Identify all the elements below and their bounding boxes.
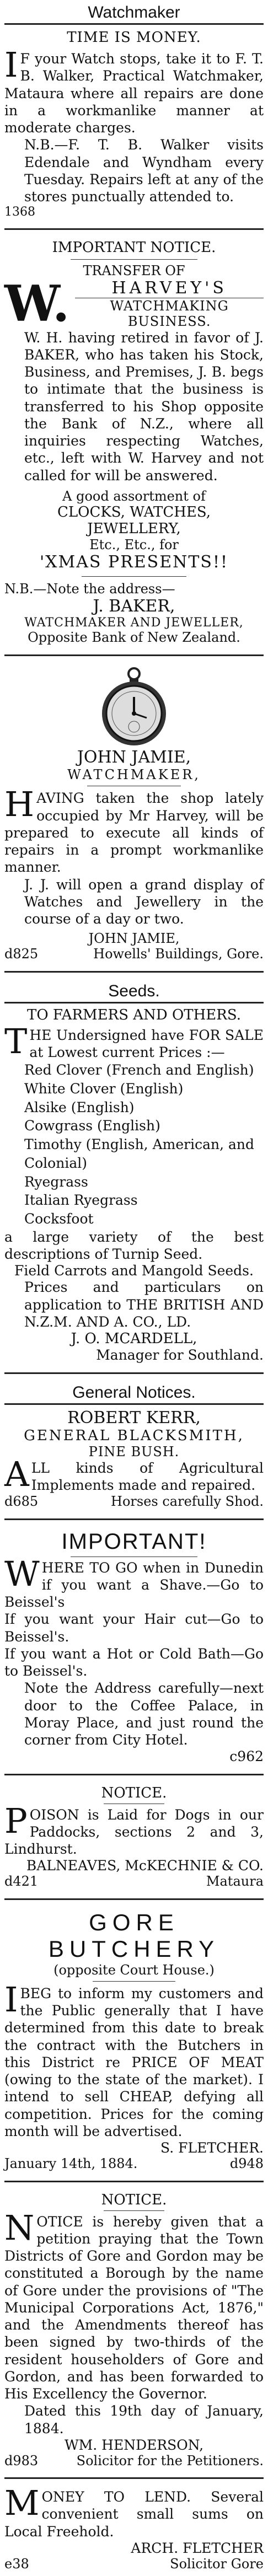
jamie-body-2: J. J. will open a grand display of Watches and Jewellery in the course of a day or two.	[24, 876, 264, 927]
watchmaker-body-text: F your Watch stops, take it to F. T. B. Walker, Practical Watchmaker, Mataura where all repairs are done in a workmanlike manner at moderate charges.	[4, 51, 264, 136]
butchery-section	[4, 1909, 264, 2171]
borough-body	[4, 2207, 264, 2403]
important-heading: IMPORTANT!	[61, 1529, 207, 1554]
pocket-watch-icon	[93, 665, 175, 748]
kerr-body-text: LL kinds of Agricultural Implements made and repaired.	[31, 1459, 264, 1493]
big-w: W.	[4, 274, 70, 333]
money-body	[4, 2483, 264, 2540]
important-body	[4, 1553, 264, 1611]
dropcap: I	[4, 1979, 18, 2020]
ad-code: d983	[4, 2452, 39, 2468]
divider	[4, 23, 264, 25]
list-item: White Clover (English)	[24, 1080, 184, 1097]
ad-code: 1368	[4, 205, 35, 219]
mcardell-role: Manager for Southland.	[96, 1347, 264, 1364]
jamie-body-text: AVING taken the shop lately occupied by Mr Harvey, will be prepared to execute all kinds of repairs in a prompt workmanlike manner.	[4, 790, 264, 876]
divider	[4, 1898, 264, 1900]
kerr-name: ROBERT KERR,	[67, 1408, 201, 1427]
divider	[4, 971, 264, 973]
poison-body	[4, 1800, 264, 1858]
money-footer-row	[4, 2556, 264, 2572]
dropcap: W	[4, 1553, 40, 1594]
kerr-footer-row	[4, 1494, 264, 1509]
dropcap: T	[4, 1021, 28, 1061]
harvey-title-side	[75, 278, 264, 329]
ad-code: d685	[4, 1494, 39, 1510]
dropcap: H	[4, 784, 35, 825]
section-heading-general: General Notices.	[72, 1383, 196, 1402]
borough-body-text: OTICE is hereby given that a petition praying that the Town Districts of Gore and Gordon may be constituted a Borough by the name of Gore under the provisions of "The Municipal Corporations Act, 1876," and the Amendments thereof has been signed by two-thirds of the resident householders of Gore and Gordon, and has been forwarded to His Excellency the Governor.	[4, 2213, 264, 2402]
jamie-section	[4, 665, 264, 962]
important-section	[4, 1530, 264, 1765]
xmas-presents: 'XMAS PRESENTS!!	[39, 552, 229, 572]
harvey-title-row	[4, 274, 264, 333]
poison-place: Mataura	[206, 1874, 264, 1890]
list-item: Cocksfoot	[24, 1211, 94, 1227]
butchery-date: January 14th, 1884.	[4, 2156, 138, 2172]
list-item: Timothy (English, American, and Colonial)	[24, 1136, 254, 1171]
seeds-variety: a large variety of the best descriptions of Turnip Seed.	[4, 1228, 264, 1263]
divider	[4, 654, 264, 656]
borough-sign: WM. HENDERSON,	[64, 2437, 204, 2453]
assortment: A good assortment of	[62, 488, 206, 504]
list-item: Alsike (English)	[24, 1099, 135, 1115]
watch-illustration-wrap	[4, 665, 264, 748]
dropcap: N	[4, 2207, 35, 2248]
seeds-prices: Prices and particulars on application to THE BRITISH AND N.Z.M. AND A. CO., LD.	[24, 1279, 264, 1330]
divider	[4, 1403, 264, 1405]
watchmaking-business: WATCHMAKING BUSINESS.	[110, 298, 229, 329]
important-line-c: If you want a Hot or Cold Bath—Go to Beissel's.	[4, 1645, 264, 1679]
list-item: Red Clover (French and English)	[24, 1062, 254, 1078]
divider	[82, 576, 186, 577]
jamie-name: JOHN JAMIE,	[77, 748, 191, 768]
harvey-section	[4, 239, 264, 645]
important-line-b: If you want your Hair cut—Go to Beissel's.	[4, 1611, 264, 1645]
list-item: Cowgrass (English)	[24, 1118, 160, 1134]
jewellery: JEWELLERY,	[87, 520, 181, 537]
butchery-heading: GORE BUTCHERY	[48, 1909, 220, 1962]
butchery-sub: (opposite Court House.)	[53, 1962, 215, 1978]
jamie-body	[4, 784, 264, 876]
dropcap: M	[4, 2483, 40, 2524]
jamie-sign: JOHN JAMIE,	[88, 931, 180, 947]
mcardell-name: J. O. MCARDELL,	[71, 1330, 197, 1348]
borough-section	[4, 2192, 264, 2468]
divider	[4, 1774, 264, 1775]
transfer-of: TRANSFER OF	[83, 262, 185, 278]
money-role: Solicitor Gore	[170, 2556, 264, 2572]
ad-code: c962	[229, 1748, 264, 1765]
borough-dated: Dated this 19th day of January, 1884.	[24, 2403, 264, 2437]
butchery-sign: S. FLETCHER.	[160, 2140, 264, 2156]
baker-title: WATCHMAKER AND JEWELLER,	[24, 615, 244, 630]
jamie-footer-row	[4, 946, 264, 962]
butchery-footer-row	[4, 2156, 264, 2171]
baker-name: J. BAKER,	[93, 596, 175, 616]
etc-for: Etc., Etc., for	[89, 536, 179, 552]
ad-code: d421	[4, 1874, 39, 1890]
to-farmers: TO FARMERS AND OTHERS.	[27, 1006, 241, 1023]
baker-address: Opposite Bank of New Zealand.	[28, 629, 240, 645]
seeds-intro-text: HE Undersigned have FOR SALE at Lowest current Prices :—	[29, 1027, 264, 1060]
kerr-body	[4, 1453, 264, 1494]
divider	[93, 1981, 175, 1982]
seeds-intro	[4, 1021, 264, 1061]
harvey-nb: N.B.—Note the address—	[4, 581, 175, 597]
poison-footer-row	[4, 1874, 264, 1889]
borough-heading: NOTICE.	[101, 2191, 167, 2208]
harveys-label: HARVEY'S	[111, 278, 227, 298]
ad-code: d948	[229, 2156, 264, 2172]
divider	[4, 228, 264, 230]
seed-list	[4, 1061, 264, 1228]
ad-code: e38	[4, 2556, 29, 2572]
dropcap: I	[4, 45, 18, 85]
divider	[71, 259, 197, 260]
clocks-watches: CLOCKS, WATCHES,	[57, 503, 211, 520]
harvey-body: W. H. having retired in favor of J. BAKER, who has taken his Stock, Business, and Premises, J. B. begs to intimate that the business is transferred to his Shop opposite the Bank of N.Z., where all inquiries respecting Watches, etc., left with W. Harvey and not called for will be answered.	[24, 329, 264, 484]
section-heading-watchmaker: Watchmaker	[88, 3, 180, 22]
watchmaker-body	[4, 45, 264, 136]
divider	[104, 2210, 164, 2211]
poison-firm: BALNEAVES, McKECHNIE & CO.	[26, 1858, 264, 1874]
divider	[4, 1372, 264, 1374]
kerr-horses: Horses carefully Shod.	[111, 1494, 264, 1510]
list-item: Italian Ryegrass	[24, 1192, 138, 1209]
section-heading-seeds: Seeds.	[108, 981, 160, 1000]
poison-heading: NOTICE.	[101, 1784, 167, 1801]
butchery-body-text: BEG to inform my customers and the Public generally that I have determined from this date to break the contract with the Butchers in this District re PRICE OF MEAT (owing to the state of the market). I intend to sell CHEAP, defying all competition. Prices for the coming month will be advertised.	[4, 1985, 264, 2139]
divider	[4, 2181, 264, 2182]
important-notice-heading: IMPORTANT NOTICE.	[52, 239, 216, 256]
divider	[4, 2477, 264, 2479]
dropcap: A	[4, 1453, 29, 1494]
poison-body-text: OISON is Laid for Dogs in our Paddocks, sections 2 and 3, Lindhurst.	[4, 1806, 264, 1858]
kerr-title: GENERAL BLACKSMITH,	[24, 1427, 244, 1444]
general-section	[4, 1383, 264, 1510]
seeds-section	[4, 982, 264, 1364]
butchery-body	[4, 1979, 264, 2140]
ad-code: d825	[4, 946, 39, 962]
field-carrots: Field Carrots and Mangold Seeds.	[14, 1263, 254, 1279]
money-body-text: ONEY TO LEND. Several convenient small sums on Local Freehold.	[4, 2489, 264, 2540]
dropcap: P	[4, 1800, 28, 1841]
watchmaker-nb: N.B.—F. T. B. Walker visits Edendale and Wyndham every Tuesday. Repairs left at any of the stores punctually attended to.	[24, 137, 264, 205]
jamie-address: Howells' Buildings, Gore.	[93, 946, 264, 962]
watchmaker-section	[4, 3, 264, 219]
important-line-a: HERE TO GO when in Dunedin if you want a Shave.—Go to Beissel's	[4, 1559, 264, 1611]
money-sign: ARCH. FLETCHER	[131, 2540, 264, 2556]
divider	[4, 1518, 264, 1520]
time-is-money: TIME IS MONEY.	[67, 29, 201, 46]
poison-section	[4, 1785, 264, 1890]
kerr-place: PINE BUSH.	[88, 1443, 180, 1459]
list-item: Ryegrass	[24, 1173, 88, 1190]
divider	[4, 1002, 264, 1003]
jamie-title: WATCHMAKER,	[67, 767, 201, 783]
important-line-d: Note the Address carefully—next door to the Coffee Palace, in Moray Place, and just round the corner from City Hotel.	[24, 1680, 264, 1748]
borough-role: Solicitor for the Petitioners.	[76, 2452, 264, 2468]
borough-footer-row	[4, 2453, 264, 2468]
money-section	[4, 2483, 264, 2572]
